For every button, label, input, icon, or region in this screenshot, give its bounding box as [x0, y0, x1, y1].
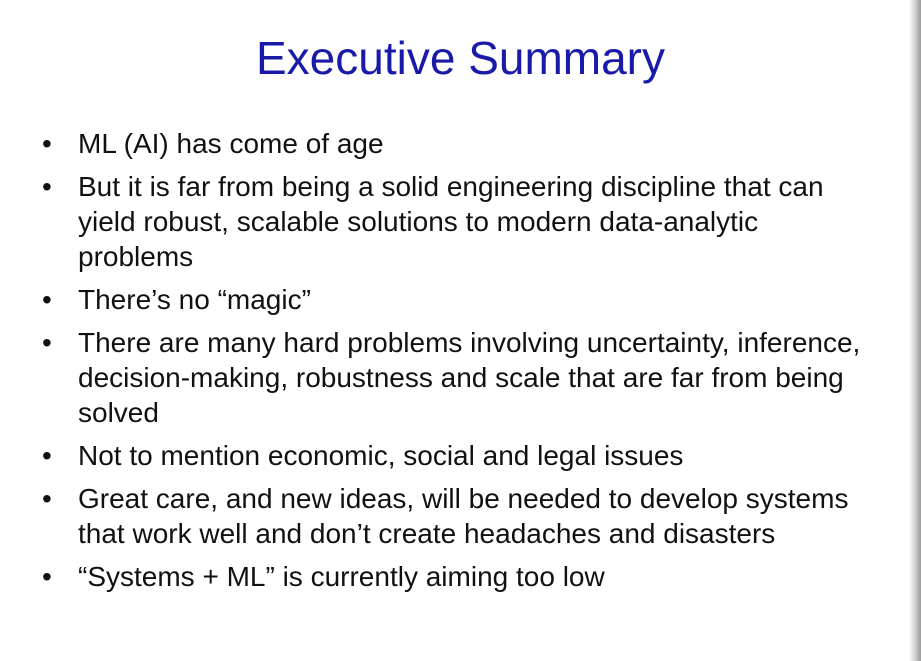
bullet-text: ML (AI) has come of age: [78, 128, 384, 159]
bullet-icon: •: [42, 561, 52, 592]
bullet-text: There are many hard problems involving uncertainty, inference, decision-making, robustness and scale that are far from being solved: [78, 327, 861, 428]
bullet-icon: •: [42, 171, 52, 202]
bullet-list: [40, 126, 880, 602]
bullet-item: [40, 126, 880, 161]
bullet-item: [40, 559, 880, 594]
bullet-text: But it is far from being a solid engineering discipline that can yield robust, scalable solutions to modern data-analytic problems: [78, 171, 824, 272]
bullet-item: [40, 169, 880, 274]
bullet-icon: •: [42, 483, 52, 514]
bullet-item: [40, 282, 880, 317]
slide-title: Executive Summary: [255, 32, 665, 84]
bullet-icon: •: [42, 440, 52, 471]
bullet-icon: •: [42, 327, 52, 358]
bullet-item: [40, 325, 880, 430]
bullet-text: Not to mention economic, social and legal issues: [78, 440, 684, 471]
bullet-item: [40, 438, 880, 473]
bullet-text: There’s no “magic”: [78, 284, 311, 315]
bullet-icon: •: [42, 128, 52, 159]
right-edge-shadow: [909, 0, 921, 661]
bullet-icon: •: [42, 284, 52, 315]
bullet-text: “Systems + ML” is currently aiming too low: [78, 561, 605, 592]
bullet-text: Great care, and new ideas, will be needed to develop systems that work well and don’t create headaches and disasters: [78, 483, 849, 549]
bullet-item: [40, 481, 880, 551]
